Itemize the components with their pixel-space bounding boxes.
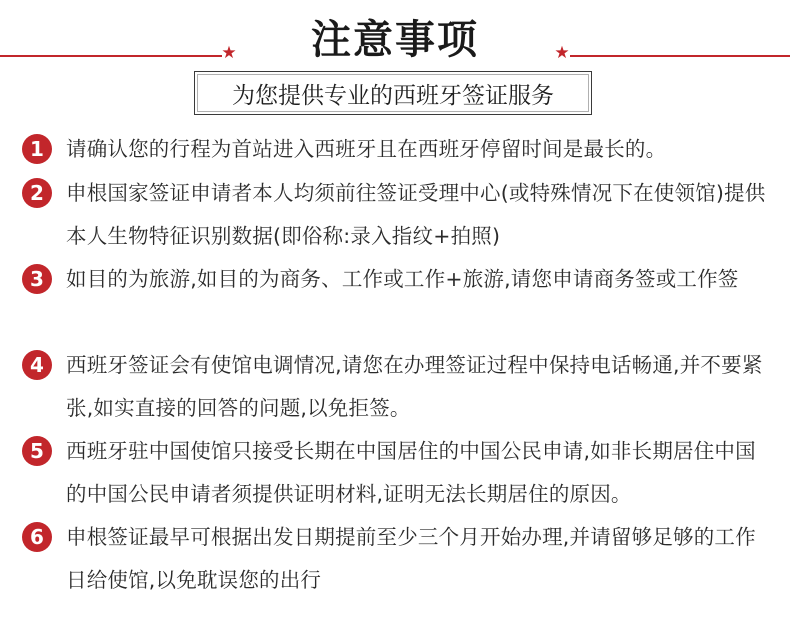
number-badge: 4 [22, 350, 52, 380]
subtitle-text: 为您提供专业的西班牙签证服务 [232, 82, 554, 109]
note-text: 西班牙驻中国使馆只接受长期在中国居住的中国公民申请,如非长期居住中国的中国公民申请者须提供证明材料,证明无法长期居住的原因。 [66, 439, 756, 506]
number-badge: 3 [22, 264, 52, 294]
note-text: 请确认您的行程为首站进入西班牙且在西班牙停留时间是最长的。 [66, 137, 667, 161]
header-rule-right [570, 55, 790, 57]
page-title: 注意事项 [311, 17, 479, 63]
star-icon: ★ [554, 43, 570, 63]
subtitle-box [194, 71, 592, 115]
note-text: 申根国家签证申请者本人均须前往签证受理中心(或特殊情况下在使领馆)提供本人生物特征识别数据(即俗称:录入指纹+拍照) [66, 181, 766, 248]
number-badge: 5 [22, 436, 52, 466]
note-text: 申根签证最早可根据出发日期提前至少三个月开始办理,并请留够足够的工作日给使馆,以免耽误您的出行 [66, 525, 756, 592]
number-badge: 1 [22, 134, 52, 164]
star-icon: ★ [221, 43, 237, 63]
number-badge: 6 [22, 522, 52, 552]
number-badge: 2 [22, 178, 52, 208]
note-text: 西班牙签证会有使馆电调情况,请您在办理签证过程中保持电话畅通,并不要紧张,如实直接的回答的问题,以免拒签。 [66, 353, 763, 420]
note-text: 如目的为旅游,如目的为商务、工作或工作+旅游,请您申请商务签或工作签 [66, 267, 739, 291]
